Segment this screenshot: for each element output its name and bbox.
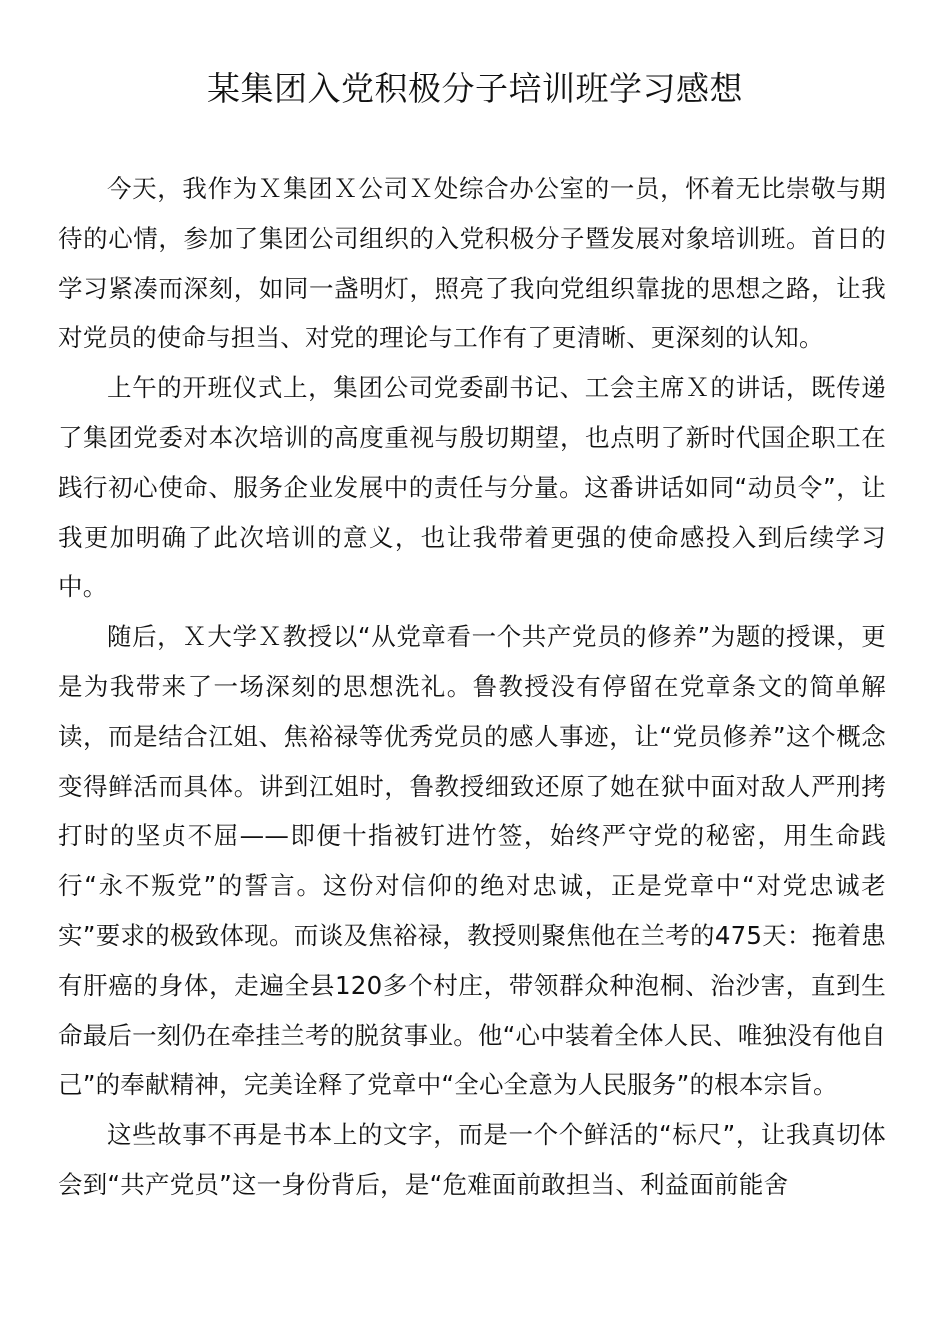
paragraph-2: 上午的开班仪式上，集团公司党委副书记、工会主席Ｘ的讲话，既传递了集团党委对本次培训的高度重视与殷切期望，也点明了新时代国企职工在践行初心使命、服务企业发展中的责任与分量。这番讲话如同“动员令”，让我更加明确了此次培训的意义，也让我带着更强的使命感投入到后续学习中。 — [58, 373, 886, 602]
document-body — [58, 164, 886, 1210]
document-title: 某集团入党积极分子培训班学习感想 — [207, 69, 743, 108]
paragraph-3: 随后，Ｘ大学Ｘ教授以“从党章看一个共产党员的修养”为题的授课，更是为我带来了一场深刻的思想洗礼。鲁教授没有停留在党章条文的简单解读，而是结合江姐、焦裕禄等优秀党员的感人事迹，让“党员修养”这个概念变得鲜活而具体。讲到江姐时，鲁教授细致还原了她在狱中面对敌人严刑拷打时的坚贞不屈——即便十指被钉进竹签，始终严守党的秘密，用生命践行“永不叛党”的誓言。这份对信仰的绝对忠诚，正是党章中“对党忠诚老实”要求的极致体现。而谈及焦裕禄，教授则聚焦他在兰考的475天：拖着患有肝癌的身体，走遍全县120多个村庄，带领群众种泡桐、治沙害，直到生命最后一刻仍在牵挂兰考的脱贫事业。他“心中装着全体人民、唯独没有他自己”的奉献精神，完美诠释了党章中“全心全意为人民服务”的根本宗旨。 — [58, 622, 886, 1100]
paragraph-4: 这些故事不再是书本上的文字，而是一个个鲜活的“标尺”，让我真切体会到“共产党员”这一身份背后，是“危难面前敢担当、利益面前能舍 — [58, 1120, 886, 1199]
paragraph-1: 今天，我作为Ｘ集团Ｘ公司Ｘ处综合办公室的一员，怀着无比崇敬与期待的心情，参加了集团公司组织的入党积极分子暨发展对象培训班。首日的学习紧凑而深刻，如同一盏明灯，照亮了我向党组织靠拢的思想之路，让我对党员的使命与担当、对党的理论与工作有了更清晰、更深刻的认知。 — [58, 174, 886, 353]
